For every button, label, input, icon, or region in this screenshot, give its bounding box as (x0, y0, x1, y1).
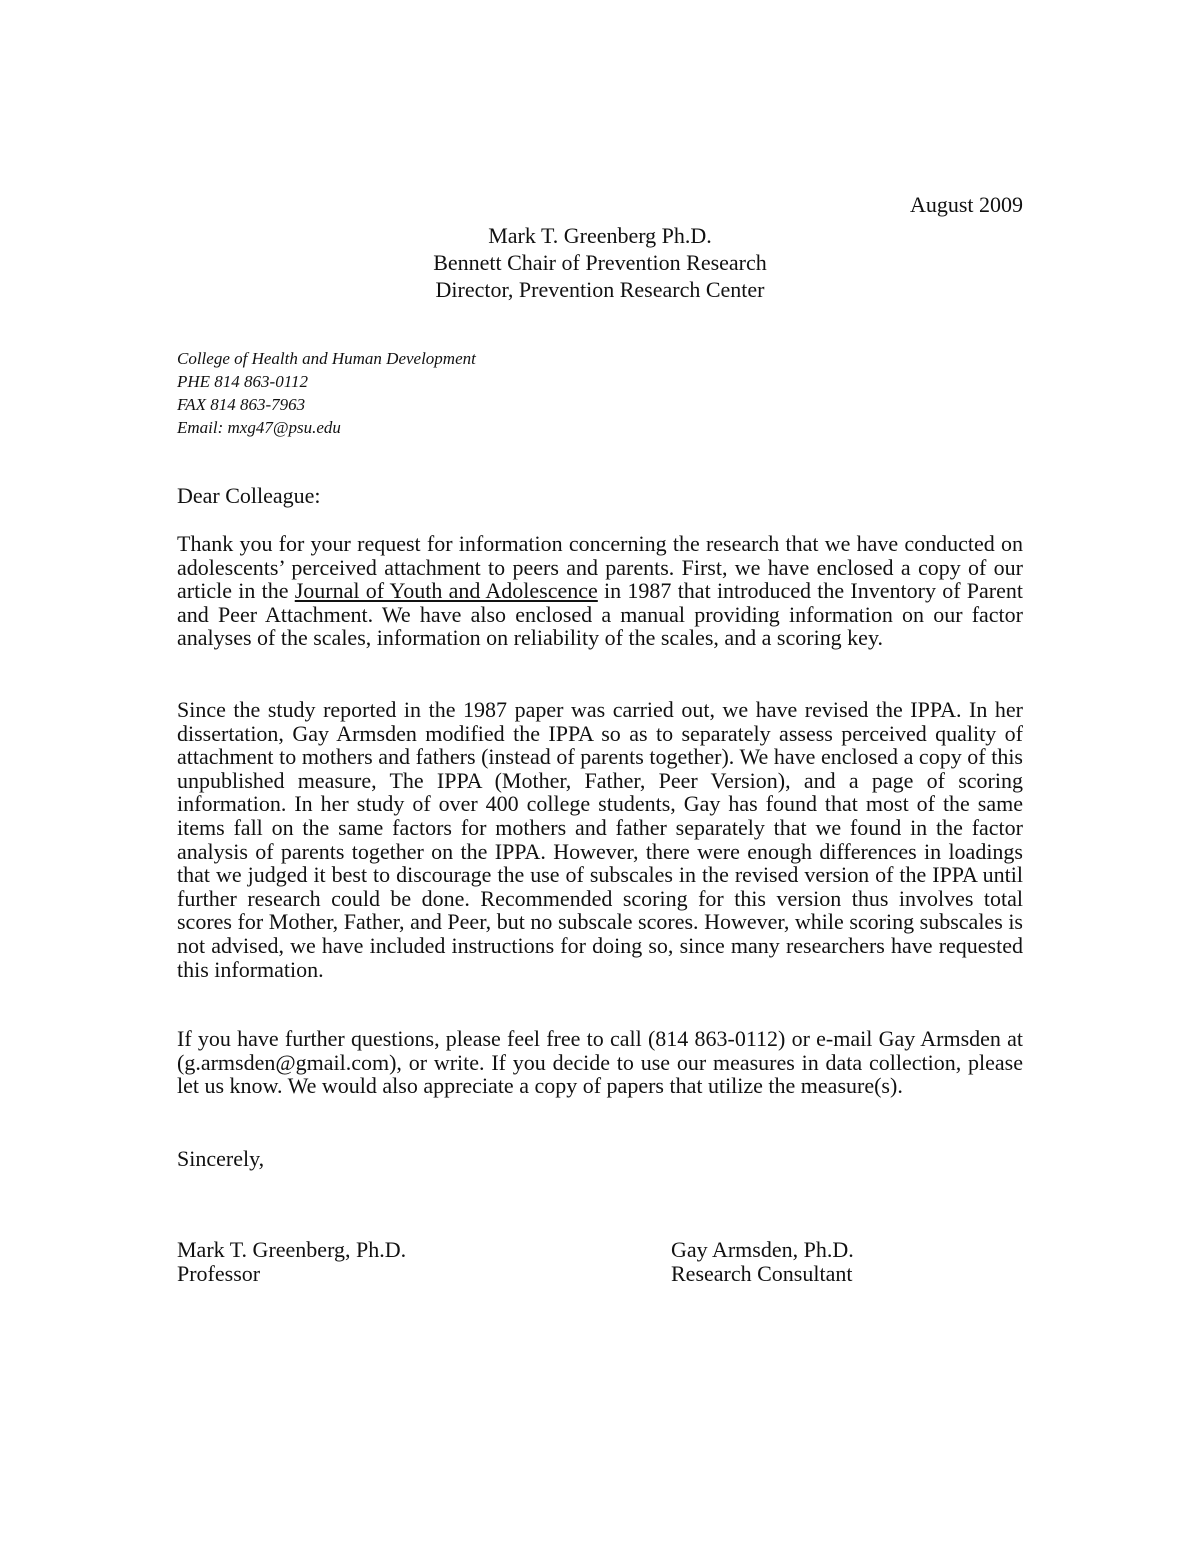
signature-name: Mark T. Greenberg, Ph.D. (177, 1237, 407, 1262)
paragraph-intro-part2: in 1987 that introduced the Inventory of Parent and Peer Attachment. We have also enclosed a manual providing information on our factor analyses of the scales, information on reliability of the scales, and a scoring key. (177, 578, 1023, 651)
sender-name: Mark T. Greenberg Ph.D. (488, 223, 712, 248)
paragraph-intro (177, 532, 1023, 650)
journal-title: Journal of Youth and Adolescence (294, 578, 598, 604)
sender-position: Director, Prevention Research Center (435, 277, 765, 302)
contact-college: College of Health and Human Development (177, 349, 476, 368)
letterhead (0, 222, 1200, 303)
contact-email: Email: mxg47@psu.edu (177, 418, 341, 437)
contact-phone: PHE 814 863-0112 (177, 372, 308, 391)
signature-name: Gay Armsden, Ph.D. (671, 1237, 854, 1262)
closing: Sincerely, (177, 1146, 265, 1171)
letter-date: August 2009 (909, 192, 1023, 217)
signature-greenberg (177, 1238, 406, 1286)
paragraph-intro-part1: Thank you for your request for information concerning the research that we have conducted on adolescents’ perceived attachment to peers and parents. First, we have enclosed a copy of our article in the (177, 531, 1023, 604)
signature-title: Professor (177, 1261, 261, 1286)
paragraph-contact: If you have further questions, please feel free to call (814 863-0112) or e-mail Gay Armsden at (g.armsden@gmail.com), or write. If you decide to use our measures in data collection, please let us know. We would also appreciate a copy of papers that utilize the measure(s). (177, 1026, 1023, 1099)
paragraph-revision: Since the study reported in the 1987 paper was carried out, we have revised the IPPA. In her dissertation, Gay Armsden modified the IPPA so as to separately assess perceived quality of attachment to mothers and fathers (instead of parents together). We have enclosed a copy of this unpublished measure, The IPPA (Mother, Father, Peer Version), and a page of scoring information. In her study of over 400 college students, Gay has found that most of the same items fall on the same factors for mothers and father separately that we found in the factor analysis of parents together on the IPPA. However, there were enough differences in loadings that we judged it best to discourage the use of subscales in the revised version of the IPPA until further research could be done. Recommended scoring for this version thus involves total scores for Mother, Father, and Peer, but no subscale scores. However, while scoring subscales is not advised, we have included instructions for doing so, since many researchers have requested this information. (177, 697, 1023, 982)
signature-title: Research Consultant (671, 1261, 853, 1286)
contact-fax: FAX 814 863-7963 (177, 395, 306, 414)
sender-title: Bennett Chair of Prevention Research (433, 250, 767, 275)
contact-block (177, 347, 476, 439)
salutation: Dear Colleague: (177, 483, 321, 508)
signature-armsden (671, 1238, 854, 1286)
